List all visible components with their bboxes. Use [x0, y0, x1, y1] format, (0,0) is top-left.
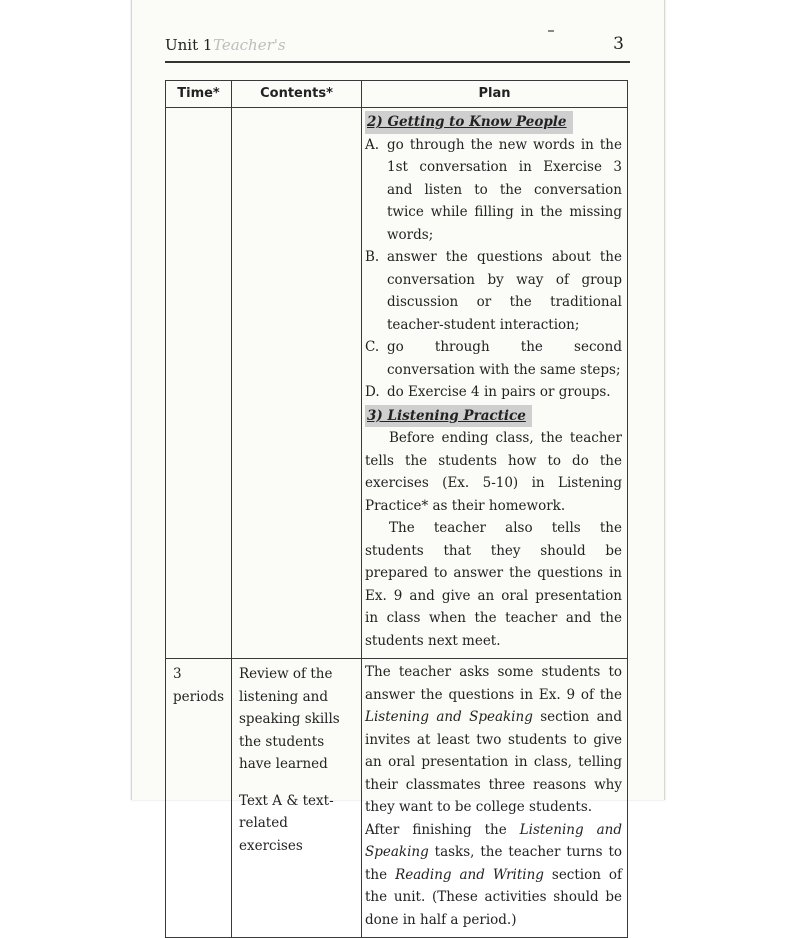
table-row: [166, 108, 628, 659]
contents-cell: [232, 659, 362, 938]
page-header: [165, 36, 630, 58]
transition-paragraph: After finishing the Listening and Speaking tasks, the teacher turns to the Reading and Writing section of the unit. (These activities should be done in half a period.): [365, 821, 623, 928]
header-rule: [165, 61, 630, 63]
table-header-row: [166, 81, 628, 108]
plan-item-b: [365, 246, 622, 336]
plan-item-d: [365, 381, 622, 404]
item-text: go through the second conversation with the same steps;: [387, 339, 622, 378]
plan-cell: [362, 659, 628, 938]
plan-item-c: [365, 336, 622, 381]
running-title: Teacher's: [213, 36, 286, 54]
item-letter: B.: [365, 249, 380, 265]
item-text: go through the new words in the 1st conversation in Exercise 3 and listen to the conversation twice while filling in the missing words;: [387, 136, 622, 243]
item-letter: D.: [365, 384, 380, 400]
header-plan: Plan: [362, 81, 628, 108]
item-letter: A.: [365, 136, 380, 153]
lesson-plan-table: [165, 80, 628, 938]
contents-text-a: Text A & text-related exercises: [239, 792, 334, 854]
contents-cell: [232, 108, 362, 659]
table-row: [166, 659, 628, 938]
time-cell: 3 periods: [166, 659, 232, 938]
unit-label: Unit 1: [165, 36, 213, 54]
section-heading-listening-practice: 3) Listening Practice: [365, 405, 532, 428]
presentation-paragraph: The teacher also tells the students that they should be prepared to answer the questions in Ex. 9 and give an oral presentation in class when the teacher and the students next meet.: [365, 520, 622, 649]
page-number: 3: [613, 34, 624, 54]
header-time: Time*: [166, 81, 232, 108]
contents-review: Review of the listening and speaking skills the students have learned: [239, 666, 340, 772]
item-letter: C.: [365, 339, 380, 355]
section-heading-getting-to-know-people: 2) Getting to Know People: [365, 111, 573, 134]
plan-item-a: [365, 134, 622, 247]
plan-cell: [362, 108, 628, 659]
header-contents: Contents*: [232, 81, 362, 108]
review-paragraph: The teacher asks some students to answer the questions in Ex. 9 of the Listening and Speaking section and invites at least two students to give an oral presentation in class, telling their classmates three reasons why they want to be college students.: [365, 664, 622, 815]
homework-paragraph: Before ending class, the teacher tells the students how to do the exercises (Ex. 5-10) in Listening Practice* as their homework.: [365, 430, 622, 514]
item-text: do Exercise 4 in pairs or groups.: [387, 384, 611, 400]
dash-mark: [548, 30, 554, 32]
time-cell: [166, 108, 232, 659]
item-text: answer the questions about the conversation by way of group discussion or the traditional teacher-student interaction;: [387, 249, 622, 333]
